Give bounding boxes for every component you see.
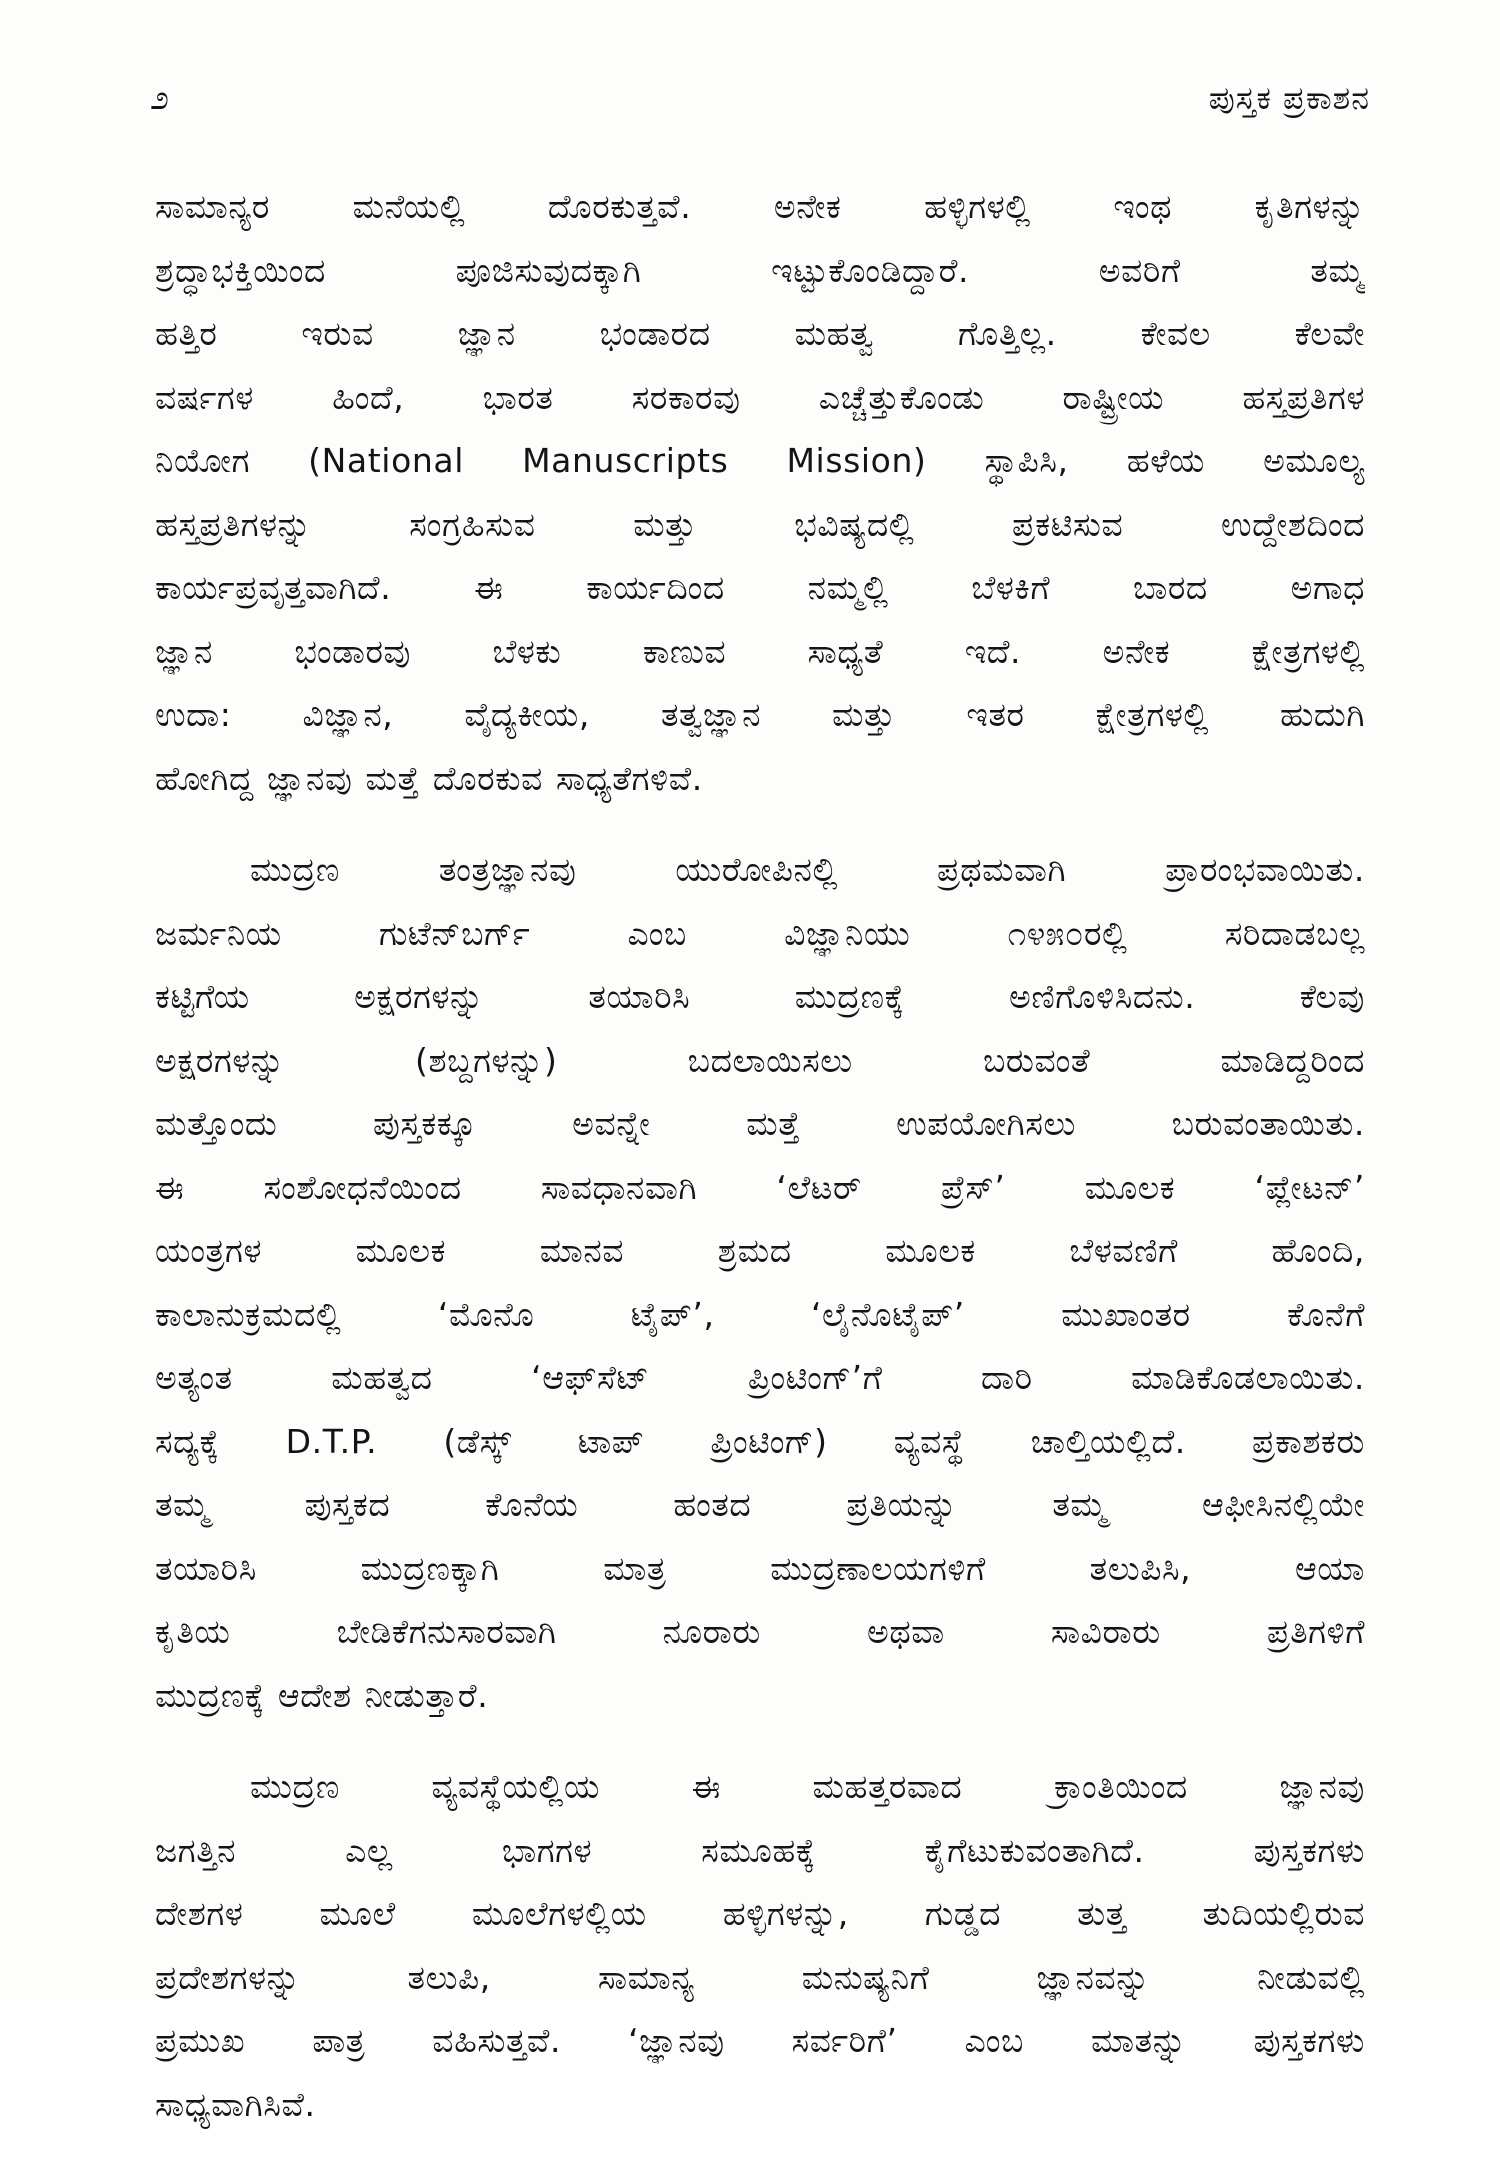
running-head: ಪುಸ್ತಕ ಪ್ರಕಾಶನ	[1208, 79, 1370, 117]
paragraph-2	[155, 838, 1365, 1727]
text-line: ಕಾರ್ಯಪ್ರವೃತ್ತವಾಗಿದೆ. ಈ ಕಾರ್ಯದಿಂದ ನಮ್ಮಲ್ಲಿ ಬೆಳಕಿಗೆ ಬಾರದ ಅಗಾಧ	[155, 568, 1365, 607]
text-line: ಹೋಗಿದ್ದ ಜ್ಞಾನವು ಮತ್ತೆ ದೊರಕುವ ಸಾಧ್ಯತೆಗಳಿವೆ.	[155, 758, 703, 798]
text-line: ಕೃತಿಯ ಬೇಡಿಕೆಗನುಸಾರವಾಗಿ ನೂರಾರು ಅಥವಾ ಸಾವಿರಾರು ಪ್ರತಿಗಳಿಗೆ	[155, 1612, 1365, 1651]
text-line: ಪ್ರಮುಖ ಪಾತ್ರ ವಹಿಸುತ್ತವೆ. ‘ಜ್ಞಾನವು ಸರ್ವರಿಗೆ’ ಎಂಬ ಮಾತನ್ನು ಪುಸ್ತಕಗಳು	[155, 2021, 1365, 2060]
text-line: ಸಾಧ್ಯವಾಗಿಸಿವೆ.	[155, 2084, 316, 2124]
text-line: ಜ್ಞಾನ ಭಂಡಾರವು ಬೆಳಕು ಕಾಣುವ ಸಾಧ್ಯತೆ ಇದೆ. ಅನೇಕ ಕ್ಷೇತ್ರಗಳಲ್ಲಿ	[155, 631, 1365, 671]
text-line: ಕಟ್ಟಿಗೆಯ ಅಕ್ಷರಗಳನ್ನು ತಯಾರಿಸಿ ಮುದ್ರಣಕ್ಕೆ ಅಣಿಗೊಳಿಸಿದನು. ಕೆಲವು	[155, 977, 1365, 1016]
paragraph-1	[155, 175, 1365, 810]
text-line: ದೇಶಗಳ ಮೂಲೆ ಮೂಲೆಗಳಲ್ಲಿಯ ಹಳ್ಳಿಗಳನ್ನು, ಗುಡ್ಡದ ತುತ್ತ ತುದಿಯಲ್ಲಿರುವ	[155, 1894, 1365, 1933]
body-text	[155, 175, 1365, 2164]
text-line: ಜಗತ್ತಿನ ಎಲ್ಲ ಭಾಗಗಳ ಸಮೂಹಕ್ಕೆ ಕೈಗೆಟುಕುವಂತಾಗಿದೆ. ಪುಸ್ತಕಗಳು	[155, 1830, 1365, 1870]
text-line: ಮತ್ತೊಂದು ಪುಸ್ತಕಕ್ಕೂ ಅವನ್ನೇ ಮತ್ತೆ ಉಪಯೋಗಿಸಲು ಬರುವಂತಾಯಿತು.	[155, 1104, 1365, 1143]
text-line: ತಯಾರಿಸಿ ಮುದ್ರಣಕ್ಕಾಗಿ ಮಾತ್ರ ಮುದ್ರಣಾಲಯಗಳಿಗೆ ತಲುಪಿಸಿ, ಆಯಾ	[155, 1548, 1365, 1588]
text-line: ಮುದ್ರಣ ತಂತ್ರಜ್ಞಾನವು ಯುರೋಪಿನಲ್ಲಿ ಪ್ರಥಮವಾಗಿ ಪ್ರಾರಂಭವಾಯಿತು.	[250, 850, 1365, 889]
text-line: ಕಾಲಾನುಕ್ರಮದಲ್ಲಿ ‘ಮೊನೊ ಟೈಪ್’, ‘ಲೈನೊಟೈಪ್’ ಮುಖಾಂತರ ಕೊನೆಗೆ	[155, 1294, 1365, 1334]
text-line: ಉದಾ: ವಿಜ್ಞಾನ, ವೈದ್ಯಕೀಯ, ತತ್ವಜ್ಞಾನ ಮತ್ತು ಇತರ ಕ್ಷೇತ್ರಗಳಲ್ಲಿ ಹುದುಗಿ	[155, 695, 1365, 734]
text-line: ಈ ಸಂಶೋಧನೆಯಿಂದ ಸಾವಧಾನವಾಗಿ ‘ಲೆಟರ್ ಪ್ರೆಸ್’ ಮೂಲಕ ‘ಪ್ಲೇಟನ್’	[155, 1167, 1365, 1207]
text-line: ಅಕ್ಷರಗಳನ್ನು (ಶಬ್ದಗಳನ್ನು) ಬದಲಾಯಿಸಲು ಬರುವಂತೆ ಮಾಡಿದ್ದರಿಂದ	[155, 1040, 1365, 1080]
text-line: ಹಸ್ತಪ್ರತಿಗಳನ್ನು ಸಂಗ್ರಹಿಸುವ ಮತ್ತು ಭವಿಷ್ಯದಲ್ಲಿ ಪ್ರಕಟಿಸುವ ಉದ್ದೇಶದಿಂದ	[155, 504, 1365, 544]
text-line: ಪ್ರದೇಶಗಳನ್ನು ತಲುಪಿ, ಸಾಮಾನ್ಯ ಮನುಷ್ಯನಿಗೆ ಜ್ಞಾನವನ್ನು ನೀಡುವಲ್ಲಿ	[155, 1957, 1365, 1997]
text-line: ಜರ್ಮನಿಯ ಗುಟೆನ್‌ಬರ್ಗ್ ಎಂಬ ವಿಜ್ಞಾನಿಯು ೧೪೫೦ರಲ್ಲಿ ಸರಿದಾಡಬಲ್ಲ	[155, 913, 1365, 953]
text-line: ಮುದ್ರಣ ವ್ಯವಸ್ಥೆಯಲ್ಲಿಯ ಈ ಮಹತ್ತರವಾದ ಕ್ರಾಂತಿಯಿಂದ ಜ್ಞಾನವು	[250, 1767, 1365, 1806]
text-line: ಸದ್ಯಕ್ಕೆ D.T.P. (ಡೆಸ್ಕ್ ಟಾಪ್ ಪ್ರಿಂಟಿಂಗ್) ವ್ಯವಸ್ಥೆ ಚಾಲ್ತಿಯಲ್ಲಿದೆ. ಪ್ರಕಾಶಕರು	[155, 1421, 1365, 1461]
text-line: ತಮ್ಮ ಪುಸ್ತಕದ ಕೊನೆಯ ಹಂತದ ಪ್ರತಿಯನ್ನು ತಮ್ಮ ಆಫೀಸಿನಲ್ಲಿಯೇ	[155, 1485, 1365, 1524]
text-line: ಯಂತ್ರಗಳ ಮೂಲಕ ಮಾನವ ಶ್ರಮದ ಮೂಲಕ ಬೆಳವಣಿಗೆ ಹೊಂದಿ,	[155, 1231, 1365, 1270]
text-line: ಮುದ್ರಣಕ್ಕೆ ಆದೇಶ ನೀಡುತ್ತಾರೆ.	[155, 1675, 489, 1715]
text-line: ನಿಯೋಗ (National Manuscripts Mission) ಸ್ಥಾಪಿಸಿ, ಹಳೆಯ ಅಮೂಲ್ಯ	[155, 441, 1365, 480]
page-number: ೨	[150, 78, 170, 118]
text-line: ಅತ್ಯಂತ ಮಹತ್ವದ ‘ಆಫ್‌ಸೆಟ್ ಪ್ರಿಂಟಿಂಗ್’ಗೆ ದಾರಿ ಮಾಡಿಕೊಡಲಾಯಿತು.	[155, 1358, 1365, 1397]
text-line: ಹತ್ತಿರ ಇರುವ ಜ್ಞಾನ ಭಂಡಾರದ ಮಹತ್ವ ಗೊತ್ತಿಲ್ಲ. ಕೇವಲ ಕೆಲವೇ	[155, 314, 1365, 353]
paragraph-3	[155, 1755, 1365, 2136]
text-line: ವರ್ಷಗಳ ಹಿಂದೆ, ಭಾರತ ಸರಕಾರವು ಎಚ್ಚೆತ್ತುಕೊಂಡು ರಾಷ್ಟ್ರೀಯ ಹಸ್ತಪ್ರತಿಗಳ	[155, 377, 1365, 417]
text-line: ಸಾಮಾನ್ಯರ ಮನೆಯಲ್ಲಿ ದೊರಕುತ್ತವೆ. ಅನೇಕ ಹಳ್ಳಿಗಳಲ್ಲಿ ಇಂಥ ಕೃತಿಗಳನ್ನು	[155, 187, 1365, 226]
text-line: ಶ್ರದ್ಧಾಭಕ್ತಿಯಿಂದ ಪೂಜಿಸುವುದಕ್ಕಾಗಿ ಇಟ್ಟುಕೊಂಡಿದ್ದಾರೆ. ಅವರಿಗೆ ತಮ್ಮ	[155, 250, 1365, 290]
